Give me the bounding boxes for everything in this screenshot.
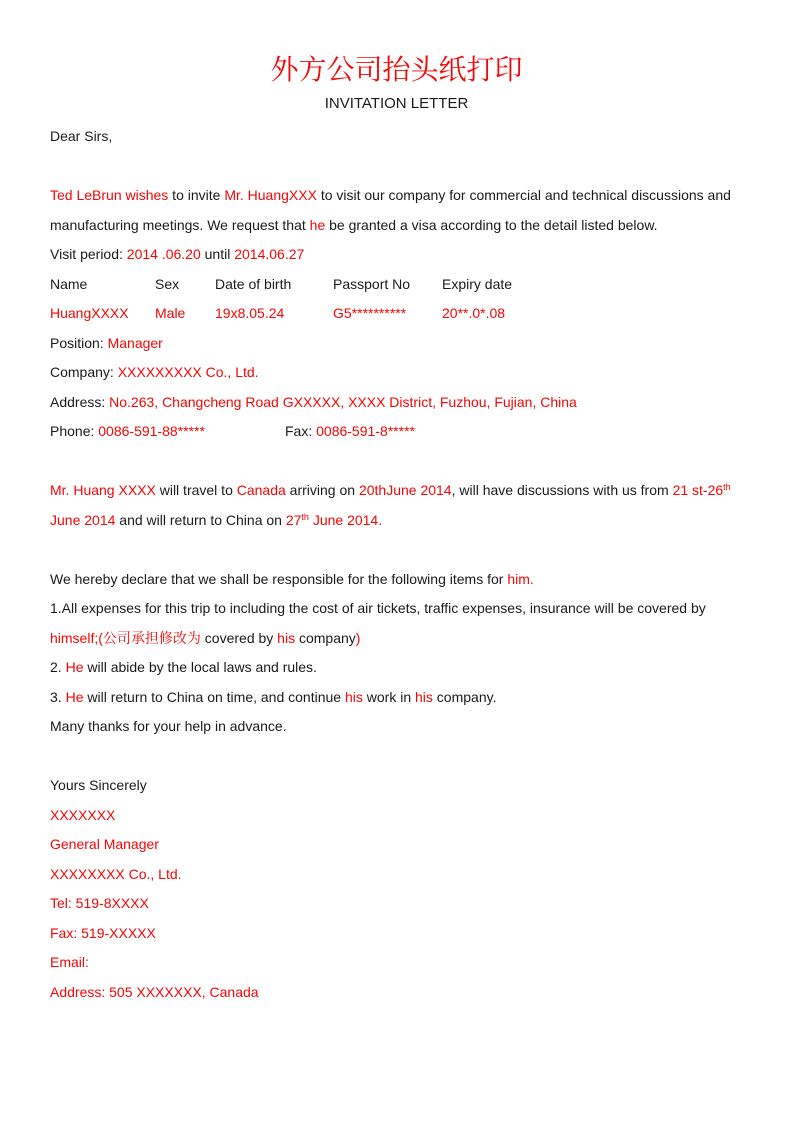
thanks-line <box>50 712 743 742</box>
table-cell <box>442 270 743 300</box>
table-cell <box>50 270 155 300</box>
text-segment: , will have discussions with us from <box>451 482 673 498</box>
text-segment: Company: <box>50 364 118 380</box>
text-segment: ) <box>355 629 361 646</box>
text-segment: General Manager <box>50 836 159 852</box>
text-segment: th <box>723 482 731 492</box>
text-segment: He <box>65 688 84 705</box>
text-segment: Manager <box>107 334 163 351</box>
text-segment: be granted a visa according to the detail listed below. <box>325 216 658 233</box>
address-line <box>50 388 743 418</box>
text-segment: th <box>301 511 309 522</box>
signature-address <box>50 978 743 1008</box>
text-segment: XXXXXXXX Co., Ltd. <box>50 865 182 882</box>
blank-line <box>50 742 743 772</box>
text-segment: Sex <box>155 275 180 292</box>
text-segment: Yours Sincerely <box>50 777 147 793</box>
text-segment: He <box>65 659 84 675</box>
table-cell <box>155 270 215 300</box>
text-segment: 21 st-26 <box>672 482 724 498</box>
text-segment: company <box>295 629 356 646</box>
text-segment: Male <box>155 305 186 321</box>
text-segment: G5********** <box>333 305 407 321</box>
blank-line <box>50 535 743 565</box>
text-segment: Ted LeBrun wishes <box>50 187 169 203</box>
text-segment: HuangXXXX <box>50 305 129 321</box>
text-segment: Phone: <box>50 423 99 439</box>
text-segment: Date of birth <box>215 275 292 292</box>
text-segment: Address: 505 XXXXXXX, Canada <box>50 983 259 1000</box>
text-segment: his <box>415 688 433 705</box>
text-segment: June 2014 <box>50 511 116 528</box>
table-cell <box>155 299 215 329</box>
blank-line <box>50 152 743 182</box>
text-segment: Canada <box>236 482 286 498</box>
signature-fax <box>50 919 743 949</box>
text-segment: company. <box>432 688 497 705</box>
table-cell <box>285 417 743 447</box>
traveler-table-header <box>50 270 743 300</box>
text-segment: 27 <box>285 511 302 528</box>
text-segment: his <box>344 688 363 705</box>
table-cell <box>333 270 442 300</box>
text-segment: Position: <box>50 334 108 351</box>
text-segment: 2. <box>50 659 66 675</box>
text-segment: 1.All expenses for this trip to including the cost of air tickets, traffic expenses, insurance will be covered by <box>50 600 706 616</box>
travel-paragraph <box>50 476 743 535</box>
signature-name <box>50 801 743 831</box>
signature-email <box>50 948 743 978</box>
text-segment: 2014 .06.20 <box>126 246 201 262</box>
text-segment: Address: <box>50 393 110 410</box>
text-segment: him. <box>507 570 534 587</box>
text-segment: 20thJune 2014 <box>358 482 452 498</box>
text-segment: covered by <box>200 629 278 646</box>
text-segment: Tel: 519-8XXXX <box>50 895 149 911</box>
text-segment: arriving on <box>285 482 359 498</box>
text-segment: Many thanks for your help in advance. <box>50 718 287 734</box>
text-segment: Passport No <box>333 275 411 292</box>
blank-line <box>50 447 743 477</box>
text-segment: Fax: 519-XXXXX <box>50 924 156 941</box>
text-segment: his <box>277 629 296 646</box>
salutation <box>50 122 743 152</box>
text-segment: and will return to China on <box>115 511 286 528</box>
declaration-intro <box>50 565 743 595</box>
text-segment: We hereby declare that we shall be responsible for the following items for <box>50 570 508 587</box>
declaration-item-2 <box>50 653 743 683</box>
text-segment: XXXXXXXXX Co., Ltd. <box>117 364 259 380</box>
signature-tel <box>50 889 743 919</box>
text-segment: will return to China on time, and continue <box>83 688 345 705</box>
intro-paragraph <box>50 181 743 240</box>
letter-body <box>50 122 743 1007</box>
text-segment: to invite <box>168 187 225 203</box>
text-segment: XXXXXXX <box>50 806 116 823</box>
text-segment: 19x8.05.24 <box>215 305 285 321</box>
company-line <box>50 358 743 388</box>
text-segment: Mr. Huang XXXX <box>50 482 156 498</box>
text-segment: Fax: <box>285 423 317 439</box>
text-segment: June 2014. <box>308 511 383 528</box>
text-segment: Dear Sirs, <box>50 128 113 144</box>
text-segment: No.263, Changcheng Road GXXXXX, XXXX District, Fuzhou, Fujian, China <box>109 393 577 410</box>
text-segment: 0086-591-8***** <box>316 423 415 439</box>
declaration-item-1 <box>50 594 743 653</box>
text-segment: work in <box>362 688 415 705</box>
text-segment: he <box>309 216 326 233</box>
document-title: 外方公司抬头纸打印 <box>270 53 523 86</box>
phone-fax-line <box>50 417 743 447</box>
text-segment: 2014.06.27 <box>234 246 305 262</box>
text-segment: Mr. HuangXXX <box>224 187 317 203</box>
table-cell <box>215 270 333 300</box>
table-cell <box>50 417 285 447</box>
declaration-item-3 <box>50 683 743 713</box>
position-line <box>50 329 743 359</box>
visit-period-line <box>50 240 743 270</box>
text-segment: 20**.0*.08 <box>442 305 506 321</box>
text-segment: Visit period: <box>50 246 127 262</box>
text-segment: himself;(公司承担修改为 <box>50 629 201 646</box>
text-segment: will abide by the local laws and rules. <box>83 659 317 675</box>
table-cell <box>215 299 333 329</box>
signature-title <box>50 830 743 860</box>
text-segment: until <box>200 246 235 262</box>
text-segment: 0086-591-88***** <box>98 423 205 439</box>
table-cell <box>333 299 442 329</box>
text-segment: Expiry date <box>442 275 513 292</box>
text-segment: will travel to <box>155 482 237 498</box>
closing-line <box>50 771 743 801</box>
text-segment: 3. <box>50 688 66 705</box>
text-segment: Email: <box>50 954 89 970</box>
document-subtitle: INVITATION LETTER <box>324 95 469 112</box>
table-cell <box>442 299 743 329</box>
table-cell <box>50 299 155 329</box>
signature-company <box>50 860 743 890</box>
text-segment: to visit our company for commercial and technical discussions and manufacturing meetings. We request that <box>50 187 731 233</box>
text-segment: Name <box>50 275 88 292</box>
traveler-table-values <box>50 299 743 329</box>
